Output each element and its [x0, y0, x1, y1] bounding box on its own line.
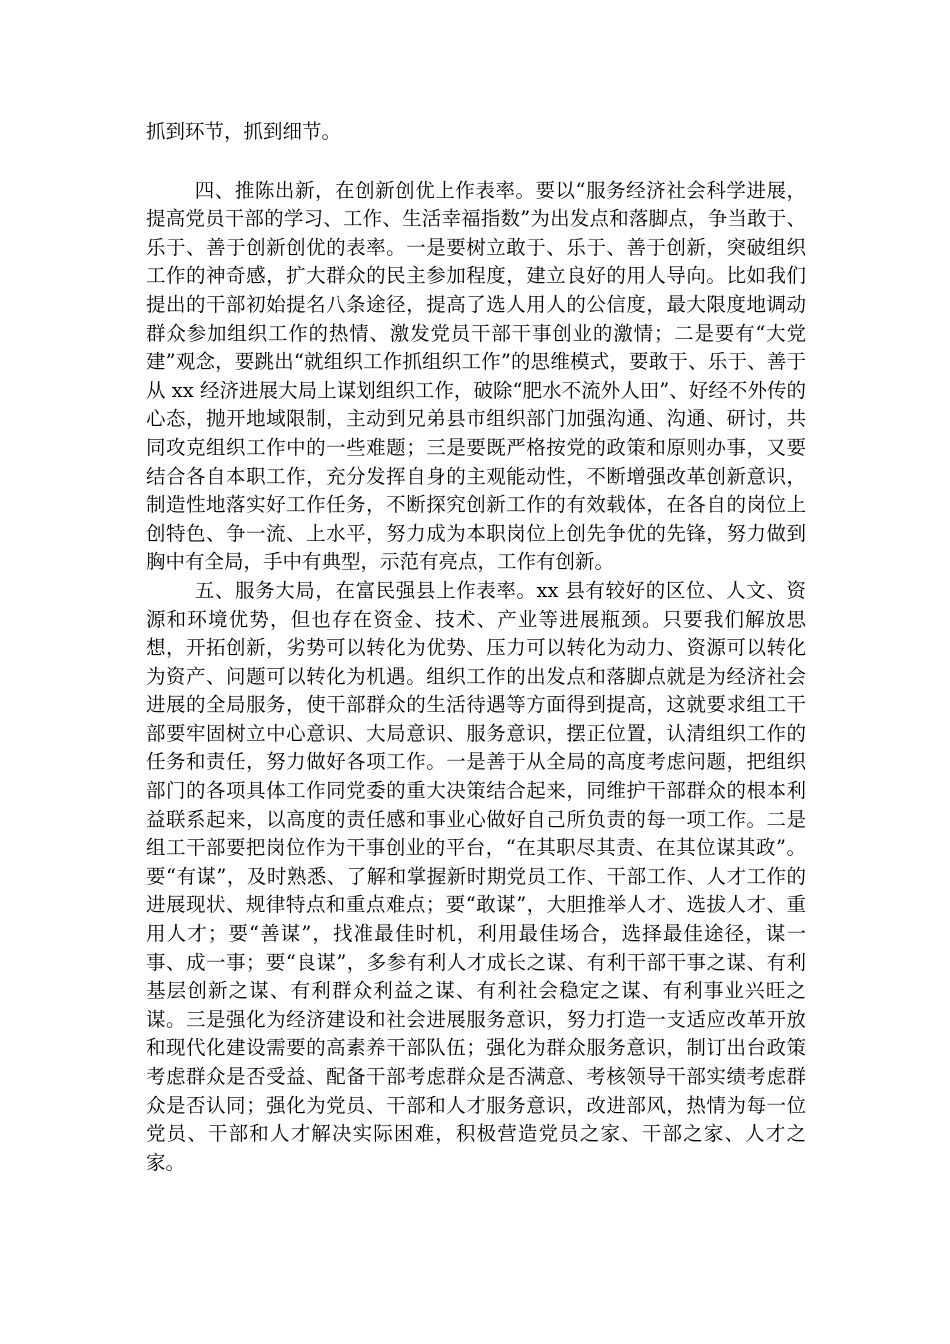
paragraph-section-four: 四、推陈出新，在创新创优上作表率。要以“服务经济社会科学进展，提高党员干部的学习、工作、生活幸福指数”为出发点和落脚点，争当敢于、乐于、善于创新创优的表率。一是要树立敢于、乐于、善于创新，突破组织工作的神奇感，扩大群众的民主参加程度，建立良好的用人导向。比如我们提出的干部初始提名八条途径，提高了选人用人的公信度，最大限度地调动群众参加组织工作的热情、激发党员干部干事创业的激情；二是要有“大党建”观念，要跳出“就组织工作抓组织工作”的思维模式，要敢于、乐于、善于从 xx 经济进展大局上谋划组织工作，破除“肥水不流外人田”、好经不外传的心态，抛开地域限制，主动到兄弟县市组织部门加强沟通、沟通、研讨，共同攻克组织工作中的一些难题；三是要既严格按党的政策和原则办事，又要结合各自本职工作，充分发挥自身的主观能动性，不断增强改革创新意识，制造性地落实好工作任务，不断探究创新工作的有效载体，在各自的岗位上创特色、争一流、上水平，努力成为本职岗位上创先争优的先锋，努力做到胸中有全局，手中有典型，示范有亮点，工作有创新。 [146, 178, 806, 574]
document-body [146, 118, 806, 1177]
paragraph-section-five: 五、服务大局，在富民强县上作表率。xx 县有较好的区位、人文、资源和环境优势，但也存在资金、技术、产业等进展瓶颈。只要我们解放思想，开拓创新，劣势可以转化为优势、压力可以转化为动力、资源可以转化为资产、问题可以转化为机遇。组织工作的出发点和落脚点就是为经济社会进展的全局服务，使干部群众的生活待遇等方面得到提高，这就要求组工干部要牢固树立中心意识、大局意识、服务意识，摆正位置，认清组织工作的任务和责任，努力做好各项工作。一是善于从全局的高度考虑问题，把组织部门的各项具体工作同党委的重大决策结合起来，同维护干部群众的根本利益联系起来，以高度的责任感和事业心做好自己所负责的每一项工作。二是组工干部要把岗位作为干事创业的平台，“在其职尽其责、在其位谋其政”。要“有谋”，及时熟悉、了解和掌握新时期党员工作、干部工作、人才工作的进展现状、规律特点和重点难点；要“敢谋”，大胆推举人才、选拔人才、重用人才；要“善谋”，找准最佳时机，利用最佳场合，选择最佳途径，谋一事、成一事；要“良谋”，多参有利人才成长之谋、有利干部干事之谋、有利基层创新之谋、有利群众利益之谋、有利社会稳定之谋、有利事业兴旺之谋。三是强化为经济建设和社会进展服务意识，努力打造一支适应改革开放和现代化建设需要的高素养干部队伍；强化为群众服务意识，制订出台政策考虑群众是否受益、配备干部考虑群众是否满意、考核领导干部实绩考虑群众是否认同；强化为党员、干部和人才服务意识，改进部风，热情为每一位党员、干部和人才解决实际困难，积极营造党员之家、干部之家、人才之家。 [146, 578, 806, 1174]
paragraph-spacer [146, 147, 806, 177]
paragraph-continuation: 抓到环节，抓到细节。 [146, 120, 342, 143]
